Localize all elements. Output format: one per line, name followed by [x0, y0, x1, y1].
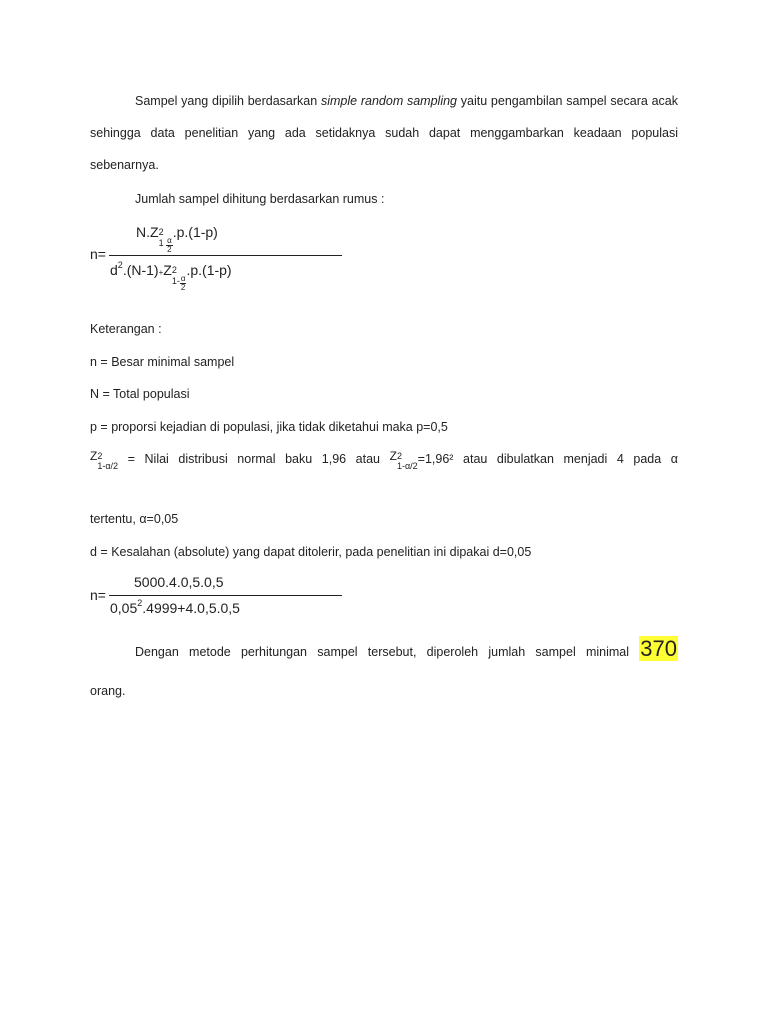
formula-numerator: N.Z 2 1 $\frac{\alpha}{2}$ .p.(1-p) [136, 224, 218, 254]
definition-N: N = Total populasi [90, 387, 190, 401]
sample-size-formula [90, 222, 290, 292]
sample-size-result: 370 [640, 636, 677, 661]
paragraph-formula-intro: Jumlah sampel dihitung berdasarkan rumus : [135, 192, 385, 206]
sample-size-calculation [90, 572, 290, 622]
definition-p: p = proporsi kejadian di populasi, jika tidak diketahui maka p=0,5 [90, 420, 448, 434]
calculation-denominator: $0,05^2.4999+4.0,5.0,5$ [110, 598, 240, 616]
calculation-numerator: 5000.4.0,5.0,5 [134, 574, 224, 590]
definition-d: d = Kesalahan (absolute) yang dapat ditolerir, pada penelitian ini dipakai d=0,05 [90, 545, 532, 559]
keterangan-label: Keterangan : [90, 322, 162, 336]
definition-z: Z 2 1-α/2 = Nilai distribusi normal baku 1,96 atau Z 2 1-α/2 =1,96² atau dibulatkan menjadi 4 pada α [90, 449, 678, 471]
fraction-bar [109, 595, 342, 596]
paragraph-text: yaitu pengambilan sampel secara acak sehingga data penelitian yang ada setidaknya sudah dapat menggambarkan keadaan populasi sebenarnya. [90, 94, 678, 172]
definition-n: n = Besar minimal sampel [90, 355, 235, 369]
paragraph-text: Sampel yang dipilih berdasarkan [135, 94, 321, 108]
fraction-bar [109, 255, 342, 256]
formula-denominator: $d^2.(N-1)+Z$ 2 1- $\frac{\alpha}{2}$ .p.(1-p) [110, 260, 232, 292]
definition-z-continued: tertentu, α=0,05 [90, 512, 179, 526]
formula-lhs: n= [90, 246, 106, 262]
italic-term: simple random sampling [320, 94, 458, 108]
paragraph-sampling-method [90, 85, 678, 181]
paragraph-conclusion: Dengan metode perhitungan sampel tersebut, diperoleh jumlah sampel minimal 370 [135, 636, 677, 661]
conclusion-unit: orang. [90, 684, 126, 698]
calculation-lhs: n= [90, 587, 106, 603]
